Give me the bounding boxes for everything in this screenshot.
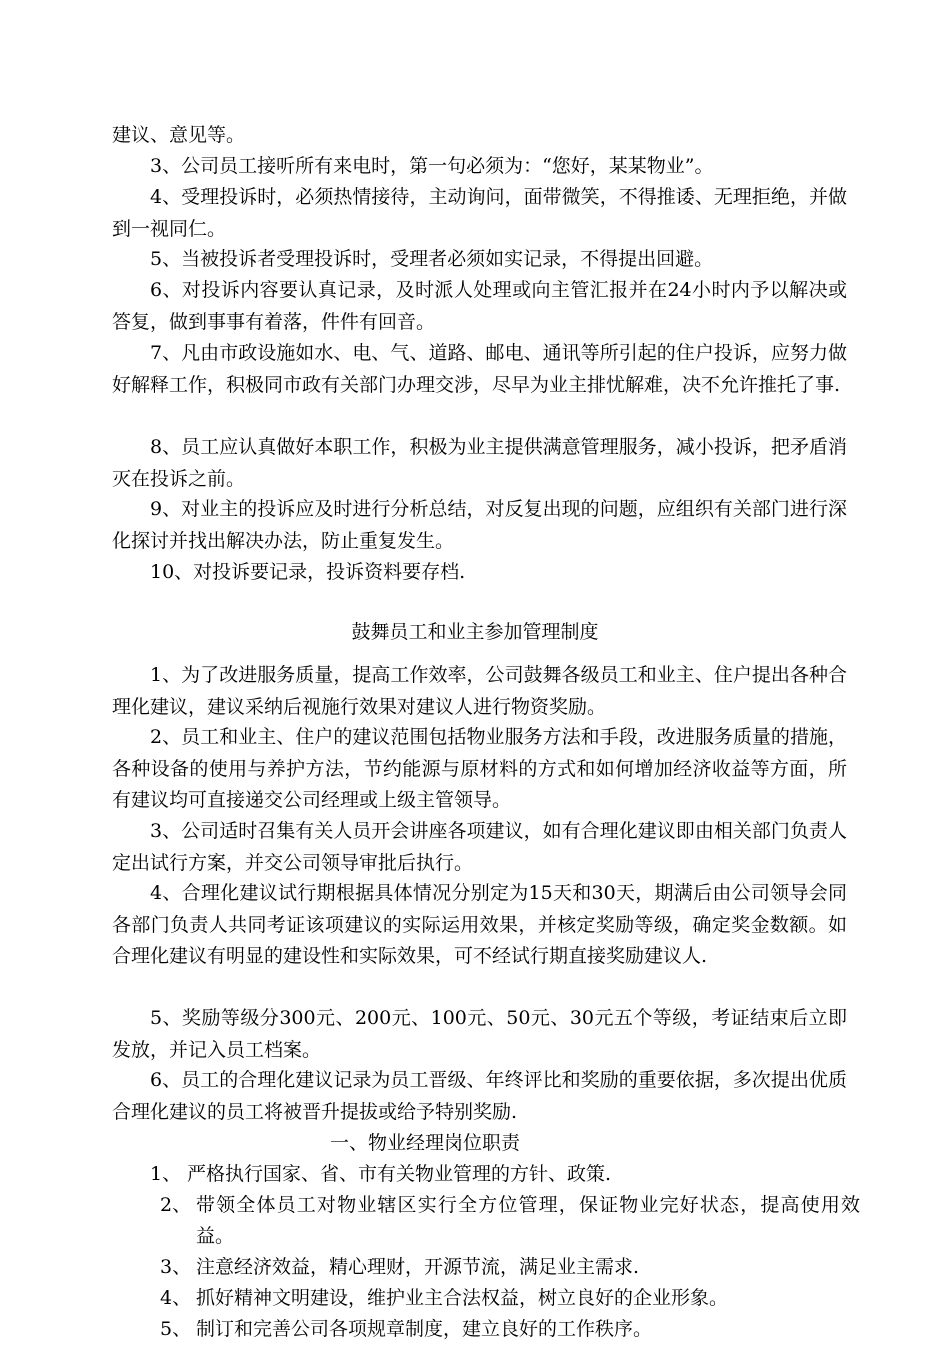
duty-number: 1、	[150, 1163, 182, 1185]
participation-item-4: 4、合理化建议试行期根据具体情况分别定为15天和30天，期满后由公司领导会同各部门负责人共同考证该项建议的实际运用效果，并核定奖励等级，确定奖金数额。如合理化建议有明显的建设性和实际效果，可不经试行期直接奖励建议人.	[112, 882, 847, 967]
duty-text: 带领全体员工对物业辖区实行全方位管理，保证物业完好状态，提高使用效益。	[196, 1194, 860, 1247]
duty-number: 2、	[160, 1194, 192, 1216]
complaint-item-6: 6、对投诉内容要认真记录，及时派人处理或向主管汇报并在24小时内予以解决或答复，做到事事有着落，件件有回音。	[112, 279, 847, 333]
complaint-lead-in: 建议、意见等。	[112, 124, 246, 146]
complaint-item-8: 8、员工应认真做好本职工作，积极为业主提供满意管理服务，减小投诉，把矛盾消灭在投诉之前。	[112, 436, 847, 490]
participation-item-2: 2、员工和业主、住户的建议范围包括物业服务方法和手段，改进服务质量的措施，各种设备的使用与养护方法，节约能源与原材料的方式和如何增加经济收益等方面，所有建议均可直接递交公司经理或上级主管领导。	[112, 726, 847, 811]
participation-item-1: 1、为了改进服务质量，提高工作效率，公司鼓舞各级员工和业主、住户提出各种合理化建议，建议采纳后视施行效果对建议人进行物资奖励。	[112, 664, 847, 718]
complaint-item-9: 9、对业主的投诉应及时进行分析总结，对反复出现的问题，应组织有关部门进行深化探讨并找出解决办法，防止重复发生。	[112, 498, 847, 552]
duty-item-2	[160, 1190, 860, 1252]
duty-number: 3、	[160, 1256, 192, 1278]
manager-duties-title: 一、物业经理岗位职责	[330, 1132, 521, 1154]
duty-text: 严格执行国家、省、市有关物业管理的方针、政策.	[187, 1163, 612, 1185]
duty-text: 制订和完善公司各项规章制度，建立良好的工作秩序。	[196, 1318, 653, 1340]
duty-text: 注意经济效益，精心理财，开源节流，满足业主需求.	[196, 1256, 640, 1278]
participation-item-5: 5、奖励等级分300元、200元、100元、50元、30元五个等级，考证结束后立即发放，并记入员工档案。	[112, 1007, 847, 1061]
participation-item-3: 3、公司适时召集有关人员开会讲座各项建议，如有合理化建议即由相关部门负责人定出试行方案，并交公司领导审批后执行。	[112, 820, 847, 874]
duty-number: 4、	[160, 1287, 192, 1309]
complaint-item-3: 3、公司员工接听所有来电时，第一句必须为：“您好，某某物业”。	[150, 155, 714, 177]
duty-number: 5、	[160, 1318, 192, 1340]
complaint-item-4: 4、受理投诉时，必须热情接待，主动询问，面带微笑，不得推诿、无理拒绝，并做到一视同仁。	[112, 186, 847, 240]
complaint-item-5: 5、当被投诉者受理投诉时，受理者必须如实记录，不得提出回避。	[150, 248, 714, 270]
complaint-item-10: 10、对投诉要记录，投诉资料要存档.	[150, 561, 466, 583]
duty-text: 抓好精神文明建设，维护业主合法权益，树立良好的企业形象。	[196, 1287, 729, 1309]
participation-item-6: 6、员工的合理化建议记录为员工晋级、年终评比和奖励的重要依据，多次提出优质合理化建议的员工将被晋升提拔或给予特别奖励.	[112, 1069, 847, 1123]
participation-section-title: 鼓舞员工和业主参加管理制度	[351, 621, 599, 643]
complaint-item-7: 7、凡由市政设施如水、电、气、道路、邮电、通讯等所引起的住户投诉，应努力做好解释工作，积极同市政有关部门办理交涉，尽早为业主排忧解难，决不允许推托了事.	[112, 342, 847, 396]
